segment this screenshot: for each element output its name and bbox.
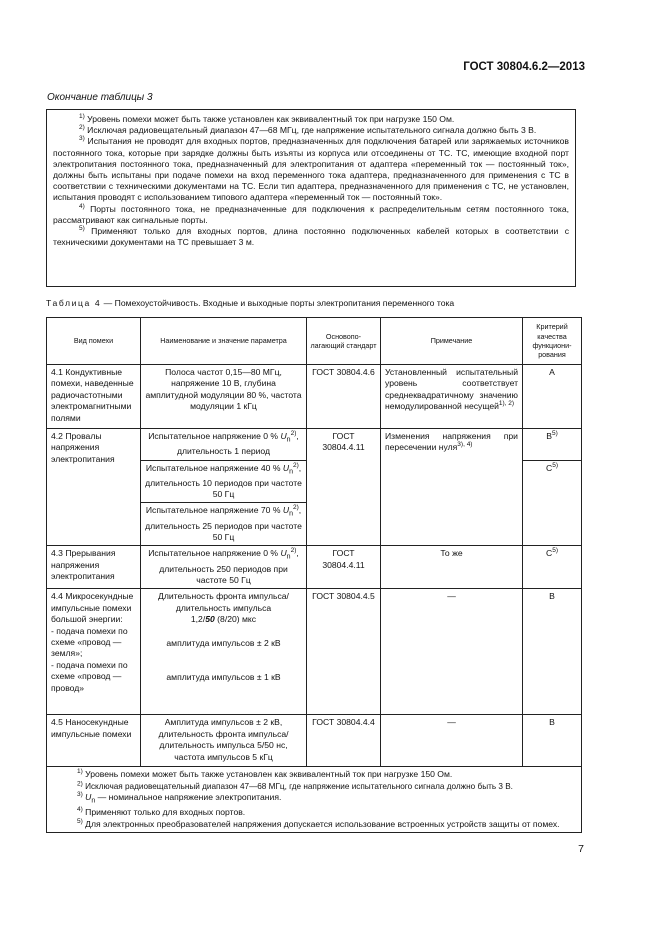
table3-note: $^{5)}$ Применяют только для входных портов, длина постоянно подключенных кабелей которых в соответствии с техническими документами на ТС превышает 3 м.	[53, 225, 569, 248]
cell-param: Испытательное напряжение 0 % $U_n^{2)}$, длительность 250 периодов при частоте 50 Гц	[141, 546, 307, 589]
cell-type: 4.3 Прерывания напряжения электропитания	[47, 546, 141, 589]
cell-type: 4.2 Провалы напряжения электропитания	[47, 429, 141, 546]
table3-note: $^{4)}$ Порты постоянного тока, не предназначенные для подключения к распределительным сетям постоянного тока, рассматривают как сигнальные порты.	[53, 202, 569, 225]
cell-standard: ГОСТ 30804.4.6	[307, 365, 381, 429]
type-sub-item: - подача помехи по схеме «провод — земля»;	[51, 625, 128, 659]
type-sub-item: - подача помехи по схеме «провод — провод»	[51, 659, 128, 693]
table3-notes-box	[46, 109, 576, 287]
footnote: $^{3)}$ $U_n$ — номинальное напряжение электропитания.	[77, 791, 282, 805]
caption-dash: —	[103, 298, 113, 308]
cell-criterion: $В^{5)}$	[523, 429, 582, 461]
param-value: 1,2/50 (8/20) мкс	[190, 614, 257, 625]
cell-note: Изменения напряжения при пересечении нуля$^{3), 4)}$	[381, 429, 523, 546]
cell-standard: ГОСТ 30804.4.5	[307, 589, 381, 715]
cell-type: 4.1 Кондуктивные помехи, наведенные радиочастотными электромагнитными полями	[47, 365, 141, 429]
cell-type: 4.5 Наносекундные импульсные помехи	[47, 715, 141, 767]
cell-criterion: В	[523, 589, 582, 715]
table-row	[47, 429, 582, 461]
cell-criterion: А	[523, 365, 582, 429]
table-row	[47, 589, 582, 715]
table-header-row	[47, 318, 582, 365]
continuation-label: Окончание таблицы 3	[47, 92, 153, 103]
col-header-type: Вид помехи	[47, 318, 141, 365]
page-number: 7	[578, 843, 584, 855]
type-text: 4.4 Микросекундные импульсные помехи большой энергии:	[51, 591, 134, 625]
col-header-note: Примечание	[381, 318, 523, 365]
param-amp: амплитуда импульсов ± 1 кВ	[166, 671, 281, 682]
footnotes-cell	[47, 767, 582, 833]
cell-param: Амплитуда импульсов ± 2 кВ, длительность фронта импульса/длительность импульса 5/50 нс, частота импульсов 5 кГц	[141, 715, 307, 767]
cell-param	[141, 589, 307, 715]
table-footnotes-row	[47, 767, 582, 833]
cell-standard: ГОСТ 30804.4.11	[307, 546, 381, 589]
table4-title: Помехоустойчивость. Входные и выходные порты электропитания переменного тока	[114, 298, 455, 308]
cell-standard: ГОСТ 30804.4.4	[307, 715, 381, 767]
cell-note: —	[381, 715, 523, 767]
cell-type	[47, 589, 141, 715]
table-row	[47, 365, 582, 429]
cell-param: Испытательное напряжение 70 % $U_n^{2)}$, длительность 25 периодов при частоте 50 Гц	[141, 503, 307, 546]
param-head: Длительность фронта импульса/длительность импульса	[158, 591, 289, 613]
footnote: $^{5)}$ Для электронных преобразователей напряжения допускается использование встроенных устройств защиты от помех.	[77, 817, 560, 829]
table-row	[47, 715, 582, 767]
cell-note: То же	[381, 546, 523, 589]
cell-standard: ГОСТ 30804.4.11	[307, 429, 381, 546]
col-header-standard: Основопо-лагающий стандарт	[307, 318, 381, 365]
cell-note: —	[381, 589, 523, 715]
document-code: ГОСТ 30804.6.2—2013	[463, 61, 585, 73]
cell-param: Испытательное напряжение 40 % $U_n^{2)}$, длительность 10 периодов при частоте 50 Гц	[141, 460, 307, 503]
param-amp: амплитуда импульсов ± 2 кВ	[166, 637, 281, 648]
cell-note: Установленный испытательный уровень соответствует среднеквадратичному значению немодулированной несущей$^{1), 2)}$	[381, 365, 523, 429]
table4-caption	[46, 298, 454, 308]
cell-criterion: $С^{5)}$	[523, 546, 582, 589]
table4-label: Таблица 4	[46, 298, 102, 308]
table3-note: $^{3)}$ Испытания не проводят для входных портов, предназначенных для подключения батарей или заряжаемых источников постоянного тока, которые при зарядке должны быть изъяты из корпуса или отсоединены от ТС. ТС, имеющие входной порт электропитания постоянного тока, предназначенный для электропитания от адаптера «переменный ток — постоянный ток», должны быть испытаны при подаче помехи на вход переменного тока адаптера, предназначенного для применения с ТС в соответствии с техническими документами на ТС. Если тип адаптера, предназначенного для применения с ТС, не установлен, испытания проводят с использованием типового адаптера «переменный ток — постоянный ток».	[53, 135, 569, 203]
table4	[46, 317, 582, 833]
col-header-criterion: Критерий качества функциони-рования	[523, 318, 582, 365]
table3-note: $^{2)}$ Исключая радиовещательный диапазон 47—68 МГц, где напряжение испытательного сигнала должно быть 3 В.	[79, 124, 537, 136]
cell-criterion: В	[523, 715, 582, 767]
col-header-param: Наименование и значение параметра	[141, 318, 307, 365]
footnote: $^{4)}$ Применяют только для входных портов.	[77, 806, 246, 818]
cell-param: Полоса частот 0,15—80 МГц, напряжение 10 В, глубина амплитудной модуляции 80 %, частота модуляции 1 кГц	[141, 365, 307, 429]
cell-param: Испытательное напряжение 0 % $U_n^{2)}$, длительность 1 период	[141, 429, 307, 461]
table-row	[47, 546, 582, 589]
footnote: $^{2)}$ Исключая радиовещательный диапазон 47—68 МГц, где напряжение испытательного сигнала должно быть 3 В.	[77, 780, 513, 791]
cell-criterion: $С^{5)}$	[523, 460, 582, 546]
footnote: $^{1)}$ Уровень помехи может быть также установлен как эквивалентный ток при нагрузке 150 Ом.	[77, 768, 453, 780]
table3-note: $^{1)}$ Уровень помехи может быть также установлен как эквивалентный ток при нагрузке 150 Ом.	[79, 113, 455, 124]
